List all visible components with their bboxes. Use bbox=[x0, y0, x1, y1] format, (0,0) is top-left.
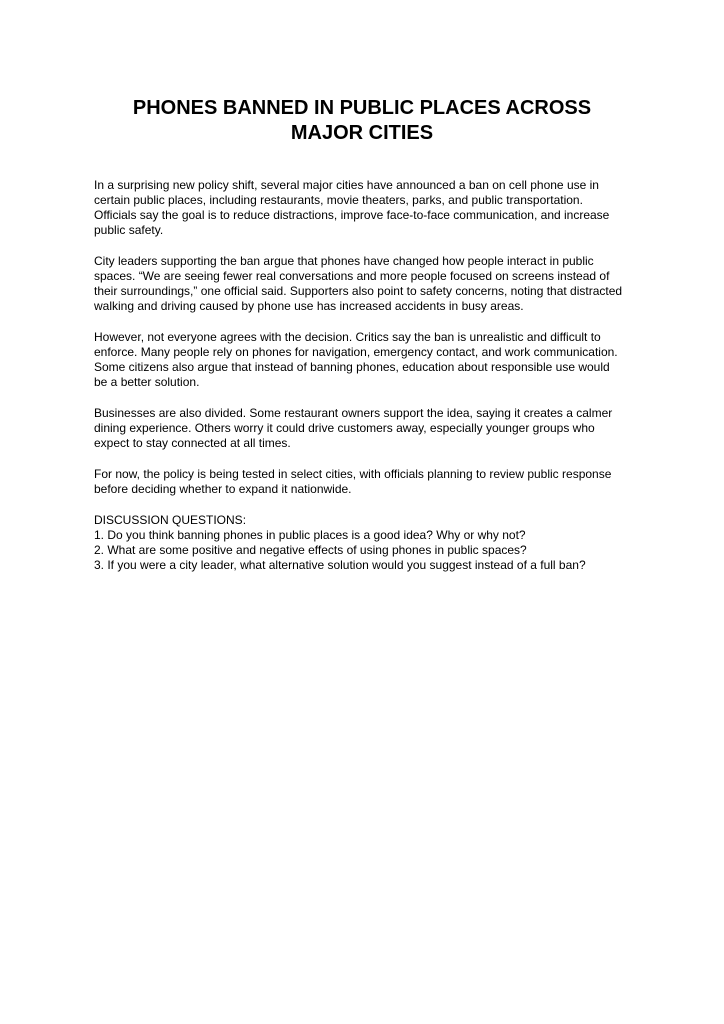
text-line: dining experience. Others worry it could drive customers away, especially younger groups who bbox=[94, 421, 595, 435]
question-item: 2. What are some positive and negative effects of using phones in public spaces? bbox=[94, 543, 527, 557]
article-title bbox=[90, 96, 634, 146]
text-line: public safety. bbox=[94, 223, 164, 237]
text-line: However, not everyone agrees with the decision. Critics say the ban is unrealistic and difficult to bbox=[94, 330, 601, 344]
text-line: Officials say the goal is to reduce distractions, improve face-to-face communication, and increase bbox=[94, 208, 610, 222]
paragraph bbox=[94, 406, 642, 451]
question-item: 1. Do you think banning phones in public places is a good idea? Why or why not? bbox=[94, 528, 526, 542]
text-line: For now, the policy is being tested in select cities, with officials planning to review public response bbox=[94, 467, 612, 481]
text-line: be a better solution. bbox=[94, 375, 200, 389]
discussion-questions bbox=[94, 513, 642, 573]
text-line: their surroundings,” one official said. Supporters also point to safety concerns, noting that distracted bbox=[94, 284, 623, 298]
text-line: City leaders supporting the ban argue that phones have changed how people interact in public bbox=[94, 254, 594, 268]
text-line: enforce. Many people rely on phones for navigation, emergency contact, and work communication. bbox=[94, 345, 618, 359]
paragraph bbox=[94, 330, 642, 390]
text-line: expect to stay connected at all times. bbox=[94, 436, 291, 450]
article-body bbox=[94, 178, 642, 573]
text-line: spaces. “We are seeing fewer real conversations and more people focused on screens instead of bbox=[94, 269, 610, 283]
question-item: 3. If you were a city leader, what alternative solution would you suggest instead of a full ban? bbox=[94, 558, 586, 572]
title-line: MAJOR CITIES bbox=[290, 122, 434, 144]
text-line: before deciding whether to expand it nationwide. bbox=[94, 482, 352, 496]
text-line: In a surprising new policy shift, several major cities have announced a ban on cell phone use in bbox=[94, 178, 599, 192]
text-line: Some citizens also argue that instead of banning phones, education about responsible use would bbox=[94, 360, 610, 374]
text-line: certain public places, including restaurants, movie theaters, parks, and public transportation. bbox=[94, 193, 583, 207]
text-line: Businesses are also divided. Some restaurant owners support the idea, saying it creates a calmer bbox=[94, 406, 613, 420]
title-line: PHONES BANNED IN PUBLIC PLACES ACROSS bbox=[132, 97, 592, 119]
discussion-heading: DISCUSSION QUESTIONS: bbox=[94, 513, 247, 527]
paragraph bbox=[94, 178, 642, 238]
paragraph bbox=[94, 467, 642, 497]
text-line: walking and driving caused by phone use has increased accidents in busy areas. bbox=[94, 299, 524, 313]
paragraph bbox=[94, 254, 642, 314]
